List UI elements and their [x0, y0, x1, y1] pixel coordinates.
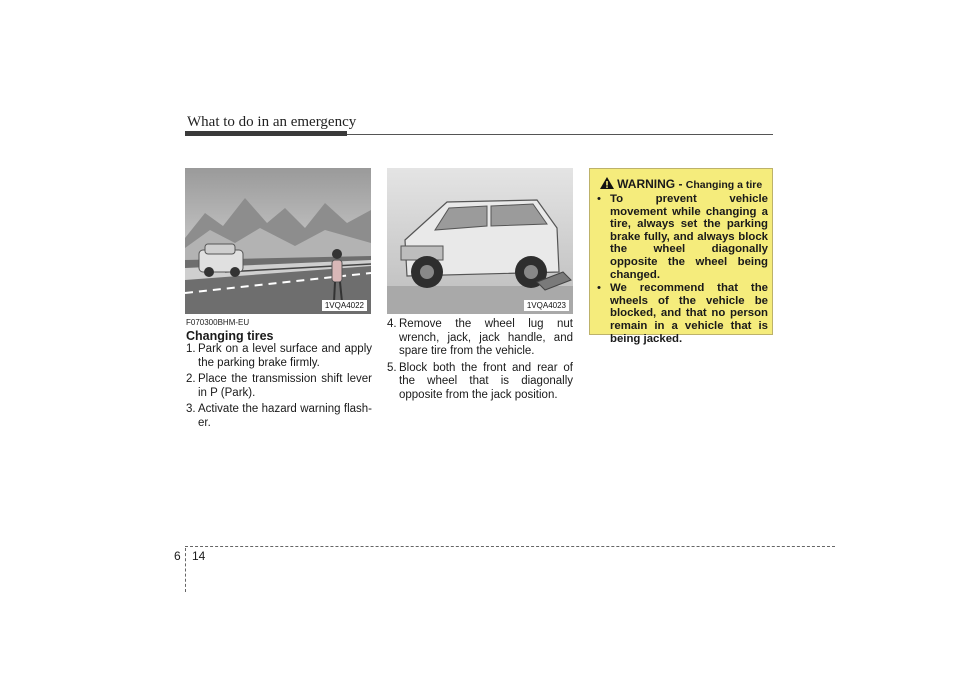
warning-heading: [590, 177, 772, 191]
header-rule-thin: [347, 134, 773, 135]
step-text: Activate the hazard warning flash-er.: [198, 403, 372, 429]
footer-rule: [185, 546, 835, 547]
step-number: 5.: [387, 361, 397, 374]
figure-code: 1VQA4023: [524, 300, 569, 311]
warning-text: We recommend that the wheels of the vehicle be blocked, and that no person remain in a vehicle that is being jacked.: [610, 282, 768, 345]
bullet: •: [597, 193, 601, 205]
page-number: 14: [192, 549, 206, 563]
document-code: F070300BHM-EU: [186, 318, 250, 327]
figure-car-on-shoulder: [185, 168, 371, 314]
step-item: [186, 403, 372, 430]
warning-box: [589, 168, 773, 345]
step-text: Park on a level surface and apply the parking brake firmly.: [198, 343, 372, 369]
step-text: Place the transmission shift lever in P (Park).: [198, 373, 372, 399]
step-number: 3.: [186, 403, 196, 415]
footer-divider: [185, 548, 186, 592]
steps-list-right: [387, 318, 573, 405]
step-item: [387, 318, 573, 359]
warning-list: [596, 193, 768, 346]
step-number: 2.: [186, 373, 196, 385]
section-title: What to do in an emergency: [187, 114, 357, 130]
warning-item: [596, 282, 768, 345]
illustration-road-scene: [185, 168, 371, 314]
figure-code: 1VQA4022: [322, 300, 367, 311]
steps-list-left: [186, 343, 372, 433]
warning-text: To prevent vehicle movement while changing a tire, always set the parking brake fully, and always block the wheel diagonally opposite the wheel being changed.: [610, 193, 768, 281]
illustration-suv: [387, 168, 573, 314]
step-text: Remove the wheel lug nut wrench, jack, jack handle, and spare tire from the vehicle.: [399, 318, 573, 357]
step-item: [186, 343, 372, 370]
step-item: [387, 362, 573, 403]
section-heading: Changing tires: [186, 329, 274, 343]
step-number: 4.: [387, 318, 397, 330]
warning-separator: -: [675, 177, 686, 191]
step-text: Block both the front and rear of the wheel that is diagonally opposite from the jack position.: [399, 361, 573, 401]
warning-subtitle: Changing a tire: [685, 179, 763, 191]
step-item: [186, 373, 372, 400]
bullet: •: [597, 282, 601, 295]
header-rule: [185, 131, 347, 136]
warning-item: [596, 193, 768, 281]
chapter-number: 6: [174, 549, 181, 563]
step-number: 1.: [186, 343, 196, 355]
warning-triangle-icon: [600, 177, 614, 189]
warning-label: WARNING: [617, 177, 676, 191]
figure-suv-with-jack: [387, 168, 573, 314]
